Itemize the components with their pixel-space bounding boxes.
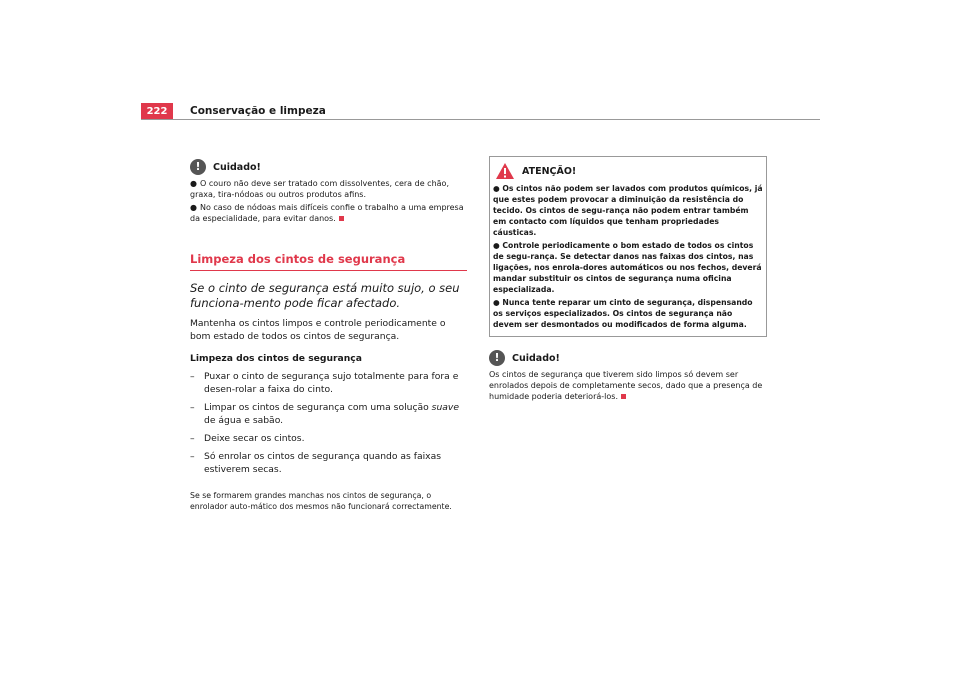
bullet-icon: ●: [493, 184, 503, 193]
caution-header: [190, 158, 467, 176]
right-column: [489, 156, 767, 402]
caution-header: [489, 349, 767, 367]
dash-icon: –: [190, 451, 195, 462]
warning-header: [493, 161, 763, 181]
caution-exclamation-icon: !: [190, 159, 206, 175]
bullet-icon: ●: [190, 203, 197, 212]
dash-icon: –: [190, 371, 195, 382]
section-footnote: Se se formarem grandes manchas nos cintos de segurança, o enrolador auto-mático dos mesmos não funcionará correctamente.: [190, 491, 452, 511]
caution-bullet: ● O couro não deve ser tratado com dissolventes, cera de chão, graxa, tira-nódoas ou outros produtos afins.: [190, 179, 449, 199]
section-paragraph: Mantenha os cintos limpos e controle periodicamente o bom estado de todos os cintos de segurança.: [190, 318, 446, 342]
bullet-icon: ●: [493, 298, 503, 307]
step-item: – Puxar o cinto de segurança sujo totalmente para fora e desen-rolar a faixa do cinto.: [190, 371, 459, 395]
dash-icon: –: [190, 402, 195, 413]
dash-icon: –: [190, 433, 195, 444]
warning-bullet: ● Os cintos não podem ser lavados com produtos químicos, já que estes podem provocar a diminuição da resistência do tecido. Os cintos de segu-rança não podem entrar também em contacto com líquidos que tenham propriedades cáusticas.: [493, 184, 763, 237]
caution-title: Cuidado!: [512, 352, 560, 364]
section-body: [190, 317, 467, 476]
page-number: 222: [141, 103, 173, 120]
caution-box-belts: [489, 349, 767, 402]
bullet-icon: ●: [190, 179, 197, 188]
bullet-icon: ●: [493, 241, 503, 250]
section-intro: Se o cinto de segurança está muito sujo, o seu funciona-mento pode ficar afectado.: [190, 281, 460, 310]
step-item: – Limpar os cintos de segurança com uma solução suave de água e sabão.: [190, 402, 460, 426]
warning-bullet: ● Nunca tente reparar um cinto de segurança, dispensando os serviços especializados. Os cintos de segurança não devem ser desmontados ou modificados de forma alguma.: [493, 298, 753, 329]
caution-text: Os cintos de segurança que tiverem sido limpos só devem ser enrolados depois de completamente secos, dado que a presença de humidade poderia deteriorá-los.: [489, 370, 763, 401]
caution-bullet: ● No caso de nódoas mais difíceis confie o trabalho a uma empresa da especialidade, para evitar danos.: [190, 203, 464, 223]
warning-bullet: ● Controle periodicamente o bom estado de todos os cintos de segu-rança. Se detectar danos nas faixas dos cintos, nas ligações, nos enrola-dores automáticos ou nos fechos, deverá mandar substituir os cintos de segurança numa oficina especializada.: [493, 241, 762, 294]
caution-box-leather: [190, 158, 467, 224]
warning-triangle-icon: [495, 162, 515, 180]
end-of-section-icon: [339, 216, 344, 221]
left-column: [190, 158, 467, 512]
end-of-section-icon: [621, 394, 626, 399]
caution-title: Cuidado!: [213, 161, 261, 173]
header-divider: [141, 119, 820, 120]
caution-exclamation-icon: !: [489, 350, 505, 366]
warning-title: ATENÇÃO!: [522, 165, 577, 177]
step-item: – Só enrolar os cintos de segurança quando as faixas estiverem secas.: [190, 451, 442, 475]
step-item: – Deixe secar os cintos.: [190, 433, 305, 444]
section-subheading: Limpeza dos cintos de segurança: [190, 353, 362, 364]
page-header-title: Conservação e limpeza: [190, 105, 326, 117]
warning-box: [489, 156, 767, 337]
section-title: Limpeza dos cintos de segurança: [190, 252, 467, 271]
